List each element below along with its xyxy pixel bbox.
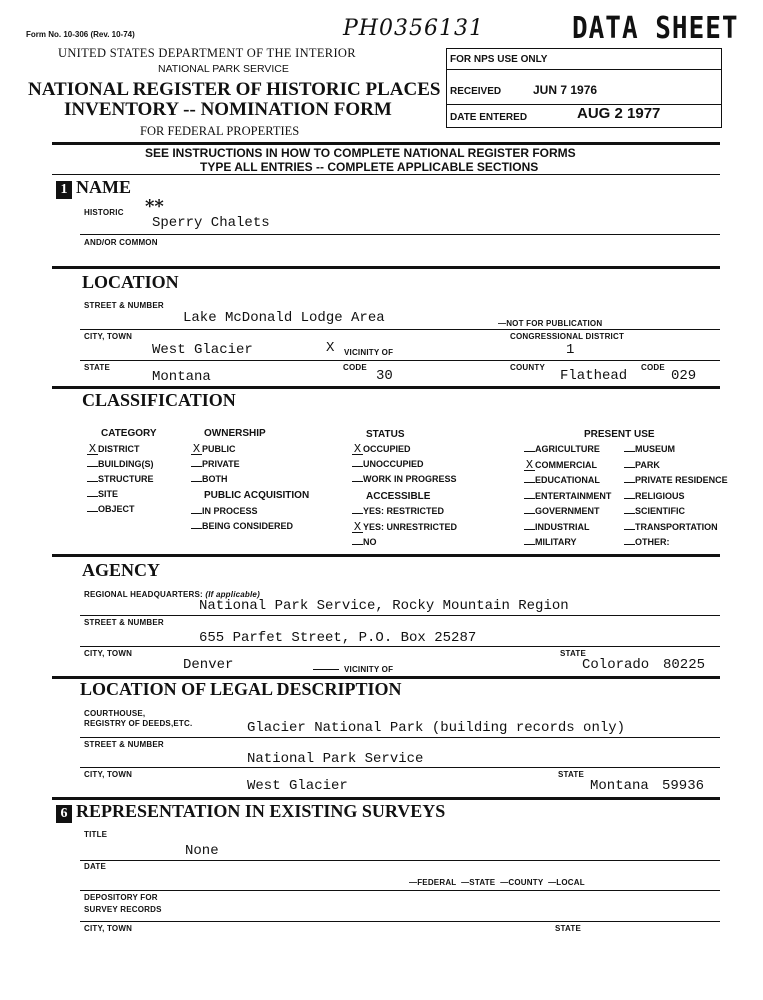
ownership-option: [191, 474, 228, 484]
checkbox-label: BEING CONSIDERED: [202, 521, 294, 531]
regional-hq-label: REGIONAL HEADQUARTERS: (If applicable): [84, 590, 260, 599]
checkbox-mark: [352, 466, 363, 467]
date-entered-value: AUG 2 1977: [577, 105, 661, 122]
nps-use-box: [446, 48, 722, 128]
city-value: West Glacier: [152, 342, 253, 358]
depository-label-line2: SURVEY RECORDS: [84, 905, 162, 914]
state-value: Montana: [152, 369, 211, 385]
public-acquisition-heading: PUBLIC ACQUISITION: [204, 490, 310, 501]
received-date: JUN 7 1976: [533, 83, 598, 97]
received-label: RECEIVED: [450, 86, 502, 97]
form-subtitle: FOR FEDERAL PROPERTIES: [140, 124, 300, 138]
checkbox-label: OBJECT: [98, 504, 135, 514]
legal-city-value: West Glacier: [247, 778, 348, 794]
agency-street-label: STREET & NUMBER: [84, 618, 164, 627]
accessible-option: [352, 506, 444, 516]
congressional-district-label: CONGRESSIONAL DISTRICT: [510, 332, 625, 341]
checkbox-mark: [87, 481, 98, 482]
present-use-option: [524, 444, 600, 454]
county-label: COUNTY: [510, 363, 545, 372]
county-code-value: 029: [671, 368, 697, 384]
data-sheet-stamp: DATA SHEET: [572, 11, 739, 47]
checkbox-label: PRIVATE: [202, 459, 240, 469]
survey-title-value: None: [185, 843, 219, 859]
form-number: Form No. 10-306 (Rev. 10-74): [26, 30, 135, 39]
section-classification-heading: CLASSIFICATION: [82, 390, 236, 410]
ownership-heading: OWNERSHIP: [204, 428, 266, 439]
section-legal-description-heading: LOCATION OF LEGAL DESCRIPTION: [80, 679, 402, 699]
checkbox-mark: X: [525, 457, 534, 472]
checkbox-mark: [352, 544, 363, 545]
present-use-option: [624, 444, 675, 454]
agency-zip-value: 80225: [663, 657, 706, 673]
checkbox-mark: [524, 513, 535, 514]
section-location-heading: LOCATION: [82, 272, 179, 292]
checkbox-mark: [624, 482, 635, 483]
present-use-option: [524, 537, 577, 547]
survey-title-label: TITLE: [84, 830, 108, 839]
checkbox-mark: [624, 467, 635, 468]
street-number-label: STREET & NUMBER: [84, 301, 164, 310]
legal-state-value: Montana: [590, 778, 649, 794]
legal-street-value: National Park Service: [247, 751, 424, 767]
checkbox-label: PUBLIC: [202, 444, 236, 454]
checkbox-mark: [524, 451, 535, 452]
historic-mark: **: [145, 196, 164, 217]
checkbox-mark: [524, 544, 535, 545]
checkbox-label: TRANSPORTATION: [635, 521, 718, 532]
checkbox-label: MILITARY: [535, 537, 577, 547]
survey-state-label: STATE: [555, 924, 582, 933]
instructions-line1: SEE INSTRUCTIONS IN HOW TO COMPLETE NATIONAL REGISTER FORMS: [145, 146, 576, 160]
checkbox-label: PRIVATE RESIDENCE: [635, 475, 728, 485]
checkbox-mark: [352, 481, 363, 482]
common-name-label: AND/OR COMMON: [84, 238, 158, 247]
checkbox-mark: X: [192, 442, 201, 456]
courthouse-label-line1: COURTHOUSE,: [84, 709, 146, 718]
not-for-publication-label: —NOT FOR PUBLICATION: [498, 319, 603, 328]
accessible-option: [352, 537, 377, 547]
depository-label-line1: DEPOSITORY FOR: [84, 893, 158, 902]
checkbox-mark: [87, 511, 98, 512]
legal-city-label: CITY, TOWN: [84, 770, 133, 779]
checkbox-mark: [191, 513, 202, 514]
checkbox-mark: X: [353, 519, 362, 534]
checkbox-mark: [624, 544, 635, 545]
checkbox-label: SITE: [98, 489, 119, 499]
category-option: [87, 444, 140, 455]
checkbox-mark: [352, 513, 363, 514]
present-use-option: [524, 506, 600, 516]
checkbox-label: AGRICULTURE: [535, 444, 600, 454]
historic-name-value: Sperry Chalets: [152, 215, 270, 231]
present-use-option: [524, 475, 600, 485]
checkbox-label: WORK IN PROGRESS: [363, 474, 457, 484]
regional-hq-value: National Park Service, Rocky Mountain Region: [199, 598, 569, 614]
legal-street-label: STREET & NUMBER: [84, 740, 164, 749]
present-use-option: [624, 506, 685, 516]
legal-zip-value: 59936: [662, 778, 705, 794]
checkbox-label: MUSEUM: [635, 444, 675, 454]
historic-label: HISTORIC: [84, 208, 124, 217]
checkbox-mark: [87, 496, 98, 497]
present-use-heading: PRESENT USE: [584, 429, 655, 440]
checkbox-mark: [87, 466, 98, 467]
checkbox-label: BOTH: [202, 474, 228, 484]
checkbox-label: OTHER:: [635, 537, 670, 547]
category-option: [87, 489, 118, 499]
checkbox-label: YES: RESTRICTED: [363, 506, 445, 516]
checkbox-label: PARK: [635, 459, 660, 470]
checkbox-label: UNOCCUPIED: [363, 459, 424, 469]
survey-date-label: DATE: [84, 862, 106, 871]
checkbox-label: NO: [363, 537, 377, 547]
checkbox-mark: [624, 498, 635, 499]
street-number-value: Lake McDonald Lodge Area: [183, 310, 385, 326]
status-heading: STATUS: [366, 429, 405, 440]
checkbox-mark: X: [353, 442, 362, 456]
checkbox-mark: [191, 466, 202, 467]
form-title-line1: NATIONAL REGISTER OF HISTORIC PLACES: [28, 79, 441, 100]
agency-city-label: CITY, TOWN: [84, 649, 133, 658]
present-use-option: [624, 537, 670, 547]
acquisition-option: [191, 506, 258, 516]
city-town-label: CITY, TOWN: [84, 332, 133, 341]
present-use-option: [524, 491, 611, 501]
checkbox-label: IN PROCESS: [202, 506, 258, 516]
checkbox-mark: [524, 482, 535, 483]
agency-vicinity-label: VICINITY OF: [344, 665, 394, 674]
category-option: [87, 474, 154, 484]
acquisition-option: [191, 521, 293, 531]
agency-state-value: Colorado: [582, 657, 650, 673]
checkbox-label: EDUCATIONAL: [535, 475, 600, 485]
survey-city-label: CITY, TOWN: [84, 924, 133, 933]
date-entered-label: DATE ENTERED: [450, 112, 528, 123]
handwritten-id: PH0356131: [343, 16, 484, 41]
checkbox-label: YES: UNRESTRICTED: [363, 521, 458, 532]
vicinity-label: VICINITY OF: [344, 348, 394, 357]
checkbox-mark: [191, 528, 202, 529]
county-code-label: CODE: [641, 363, 665, 372]
checkbox-label: SCIENTIFIC: [635, 506, 686, 516]
present-use-option: [524, 457, 597, 472]
vicinity-mark: X: [326, 340, 335, 356]
checkbox-label: ENTERTAINMENT: [535, 490, 612, 501]
present-use-option: [524, 522, 590, 532]
courthouse-value: Glacier National Park (building records only): [247, 720, 626, 736]
status-option: [352, 444, 411, 455]
status-option: [352, 474, 457, 484]
section-name-heading: 1 NAME: [56, 177, 131, 199]
checkbox-mark: [524, 529, 535, 530]
courthouse-label-line2: REGISTRY OF DEEDS,ETC.: [84, 719, 193, 728]
form-title-line2: INVENTORY -- NOMINATION FORM: [64, 99, 392, 120]
accessible-heading: ACCESSIBLE: [366, 491, 431, 502]
ownership-option: [191, 459, 240, 469]
section-agency-heading: AGENCY: [82, 560, 161, 580]
checkbox-label: STRUCTURE: [98, 474, 154, 484]
code-label: CODE: [343, 363, 367, 372]
checkbox-label: BUILDING(S): [98, 459, 154, 469]
section-surveys-heading: 6 REPRESENTATION IN EXISTING SURVEYS: [56, 801, 445, 823]
checkbox-mark: [624, 513, 635, 514]
category-heading: CATEGORY: [101, 428, 157, 439]
status-option: [352, 459, 424, 469]
checkbox-mark: [191, 481, 202, 482]
checkbox-mark: X: [88, 442, 97, 456]
present-use-option: [624, 491, 685, 501]
legal-state-label: STATE: [558, 770, 585, 779]
checkbox-label: DISTRICT: [98, 444, 140, 454]
checkbox-label: RELIGIOUS: [635, 490, 685, 501]
present-use-option: [624, 522, 718, 532]
accessible-option: [352, 519, 458, 534]
checkbox-label: OCCUPIED: [363, 444, 411, 454]
service-name: NATIONAL PARK SERVICE: [158, 63, 289, 75]
present-use-option: [624, 475, 728, 485]
congressional-district-value: 1: [566, 342, 575, 358]
checkbox-mark: [524, 498, 535, 499]
checkbox-mark: [624, 529, 635, 530]
category-option: [87, 459, 154, 469]
state-label: STATE: [84, 363, 111, 372]
checkbox-label: COMMERCIAL: [535, 459, 597, 470]
survey-level-options: —FEDERAL —STATE —COUNTY —LOCAL: [409, 878, 585, 887]
state-code-value: 30: [376, 368, 393, 384]
category-option: [87, 504, 135, 514]
agency-state-label: STATE: [560, 649, 587, 658]
checkbox-label: INDUSTRIAL: [535, 521, 590, 532]
instructions-line2: TYPE ALL ENTRIES -- COMPLETE APPLICABLE SECTIONS: [200, 160, 539, 174]
present-use-option: [624, 460, 660, 470]
ownership-option: [191, 444, 236, 455]
checkbox-label: GOVERNMENT: [535, 506, 600, 516]
nps-use-label: FOR NPS USE ONLY: [450, 54, 548, 65]
agency-street-value: 655 Parfet Street, P.O. Box 25287: [199, 630, 477, 646]
department-name: UNITED STATES DEPARTMENT OF THE INTERIOR: [58, 46, 356, 60]
county-value: Flathead: [560, 368, 628, 384]
agency-city-value: Denver: [183, 657, 234, 673]
checkbox-mark: [624, 451, 635, 452]
